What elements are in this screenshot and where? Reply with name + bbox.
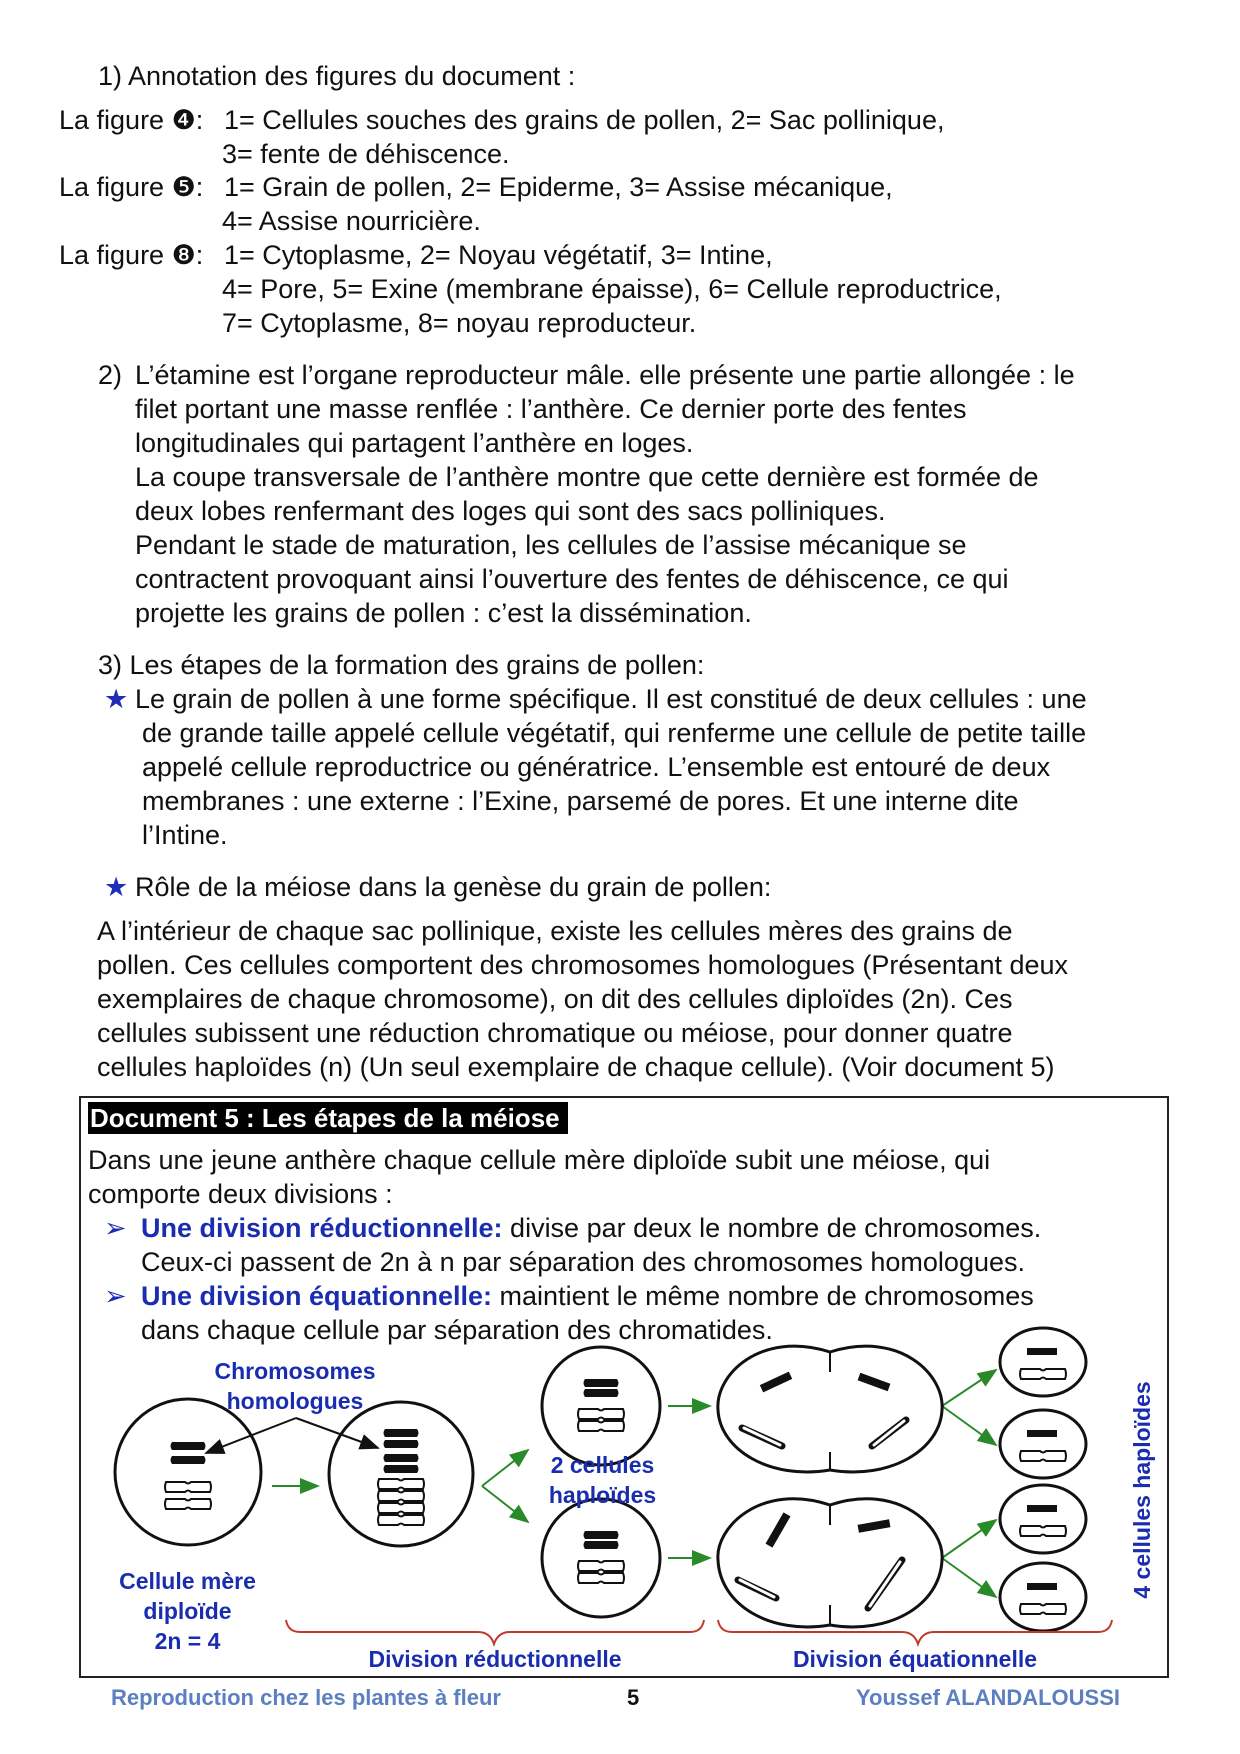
- figure8-line3: 7= Cytoplasme, 8= noyau reproducteur.: [222, 308, 697, 338]
- section3-heading: 3) Les étapes de la formation des grains de pollen:: [98, 650, 705, 680]
- division2-line2: dans chaque cellule par séparation des chromatides.: [141, 1315, 773, 1345]
- bullet1-line: membranes : une externe : l’Exine, parsemé de pores. Et une interne dite: [142, 786, 1019, 816]
- label-division-equationnelle: Division équationnelle: [792, 1646, 1038, 1672]
- footer-left: Reproduction chez les plantes à fleur: [111, 1685, 501, 1710]
- section1-heading: 1) Annotation des figures du document :: [98, 61, 576, 91]
- figure5-line2: 4= Assise nourricière.: [222, 206, 481, 236]
- figure8-line1: 1= Cytoplasme, 2= Noyau végétatif, 3= Intine,: [224, 240, 773, 270]
- footer-page-number: 5: [627, 1685, 640, 1710]
- green-arrow: [482, 1486, 528, 1522]
- section2-line: longitudinales qui partagent l’anthère en loges.: [135, 428, 694, 458]
- section2-line: contractent provoquant ainsi l’ouverture des fentes de déhiscence, ce qui: [135, 564, 1009, 594]
- label-mother-cell: Cellule mère: [119, 1568, 256, 1594]
- division1-line2: Ceux-ci passent de 2n à n par séparation des chromosomes homologues.: [141, 1247, 1025, 1277]
- mother-cell: [115, 1399, 261, 1545]
- figure4-line2: 3= fente de déhiscence.: [222, 139, 510, 169]
- label-2-cells: 2 cellules: [550, 1452, 655, 1478]
- label-4-haploid-cells: 4 cellules haploïdes: [1129, 1381, 1155, 1599]
- section2-line: filet portant une masse renflée : l’anthère. Ce dernier porte des fentes: [135, 394, 967, 424]
- dividing-cell-top: [718, 1346, 942, 1472]
- bullet1-line: Le grain de pollen à une forme spécifique. Il est constitué de deux cellules : une: [135, 684, 1087, 714]
- prophase-cell: [329, 1402, 473, 1546]
- figure8-line2: 4= Pore, 5= Exine (membrane épaisse), 6= Cellule reproductrice,: [222, 274, 1002, 304]
- division2-title: Une division équationnelle:: [141, 1281, 493, 1311]
- label-diploid: diploïde: [143, 1598, 232, 1624]
- green-arrow: [482, 1450, 528, 1486]
- paragraph-line: exemplaires de chaque chromosome), on dit des cellules diploïdes (2n). Ces: [97, 984, 1013, 1014]
- final-cell-1: [1000, 1328, 1086, 1396]
- doc5-intro-line1: Dans une jeune anthère chaque cellule mère diploïde subit une méiose, qui: [88, 1145, 991, 1175]
- paragraph-line: A l’intérieur de chaque sac pollinique, existe les cellules mères des grains de: [97, 916, 1013, 946]
- brace-reductional: [286, 1620, 704, 1644]
- bullet1-line: de grande taille appelé cellule végétatif, qui renferme une cellule de petite taille: [142, 718, 1087, 748]
- section2-number: 2): [98, 360, 123, 390]
- final-cell-4: [1000, 1563, 1086, 1631]
- green-arrow: [942, 1520, 996, 1558]
- label-division-reductionnelle: Division réductionnelle: [368, 1646, 622, 1672]
- haploid-cell-bottom: [542, 1499, 660, 1617]
- label-chromosomes: Chromosomes: [214, 1358, 376, 1384]
- haploid-cell-top: [542, 1347, 660, 1465]
- section2-line: L’étamine est l’organe reproducteur mâle. elle présente une partie allongée : le: [135, 360, 1075, 390]
- arrow-bullet-icon: ➢: [104, 1213, 127, 1243]
- footer-right: Youssef ALANDALOUSSI: [856, 1685, 1121, 1710]
- arrow-bullet-icon: ➢: [104, 1281, 127, 1311]
- green-arrow: [942, 1406, 996, 1445]
- label-homologues: homologues: [226, 1388, 364, 1414]
- figure5-label: La figure ❺:: [59, 172, 204, 202]
- division2-text: maintient le même nombre de chromosomes: [492, 1281, 1034, 1311]
- bullet1-line: l’Intine.: [142, 820, 228, 850]
- figure5-line1: 1= Grain de pollen, 2= Epiderme, 3= Assise mécanique,: [224, 172, 893, 202]
- document5-title: Document 5 : Les étapes de la méiose: [88, 1102, 568, 1134]
- bullet2-title: Rôle de la méiose dans la genèse du grain de pollen:: [135, 872, 772, 902]
- star-bullet-icon: ★: [104, 684, 129, 714]
- green-arrow: [942, 1558, 996, 1597]
- figure4-line1: 1= Cellules souches des grains de pollen, 2= Sac pollinique,: [224, 105, 945, 135]
- figure4-label: La figure ❹:: [59, 105, 204, 135]
- final-cell-2: [1000, 1410, 1086, 1478]
- doc5-intro-line2: comporte deux divisions :: [88, 1179, 393, 1209]
- label-2n: 2n = 4: [154, 1628, 221, 1654]
- figure8-label: La figure ❽:: [59, 240, 204, 270]
- paragraph-line: cellules subissent une réduction chromatique ou méiose, pour donner quatre: [97, 1018, 1013, 1048]
- dividing-cell-bottom: [718, 1499, 942, 1627]
- final-cell-3: [1000, 1485, 1086, 1553]
- section2-line: projette les grains de pollen : c’est la dissémination.: [135, 598, 752, 628]
- section2-line: Pendant le stade de maturation, les cellules de l’assise mécanique se: [135, 530, 967, 560]
- division1-title: Une division réductionnelle:: [141, 1213, 503, 1243]
- label-haploides: haploïdes: [548, 1482, 657, 1508]
- division1-text: divise par deux le nombre de chromosomes.: [502, 1213, 1042, 1243]
- section2-line: deux lobes renfermant des loges qui sont des sacs polliniques.: [135, 496, 886, 526]
- section2-line: La coupe transversale de l’anthère montre que cette dernière est formée de: [135, 462, 1039, 492]
- paragraph-line: pollen. Ces cellules comportent des chromosomes homologues (Présentant deux: [97, 950, 1069, 980]
- star-bullet-icon: ★: [104, 872, 129, 902]
- paragraph-line: cellules haploïdes (n) (Un seul exemplaire de chaque cellule). (Voir document 5): [97, 1052, 1055, 1082]
- green-arrow: [942, 1370, 996, 1406]
- bullet1-line: appelé cellule reproductrice ou génératrice. L’ensemble est entouré de deux: [142, 752, 1051, 782]
